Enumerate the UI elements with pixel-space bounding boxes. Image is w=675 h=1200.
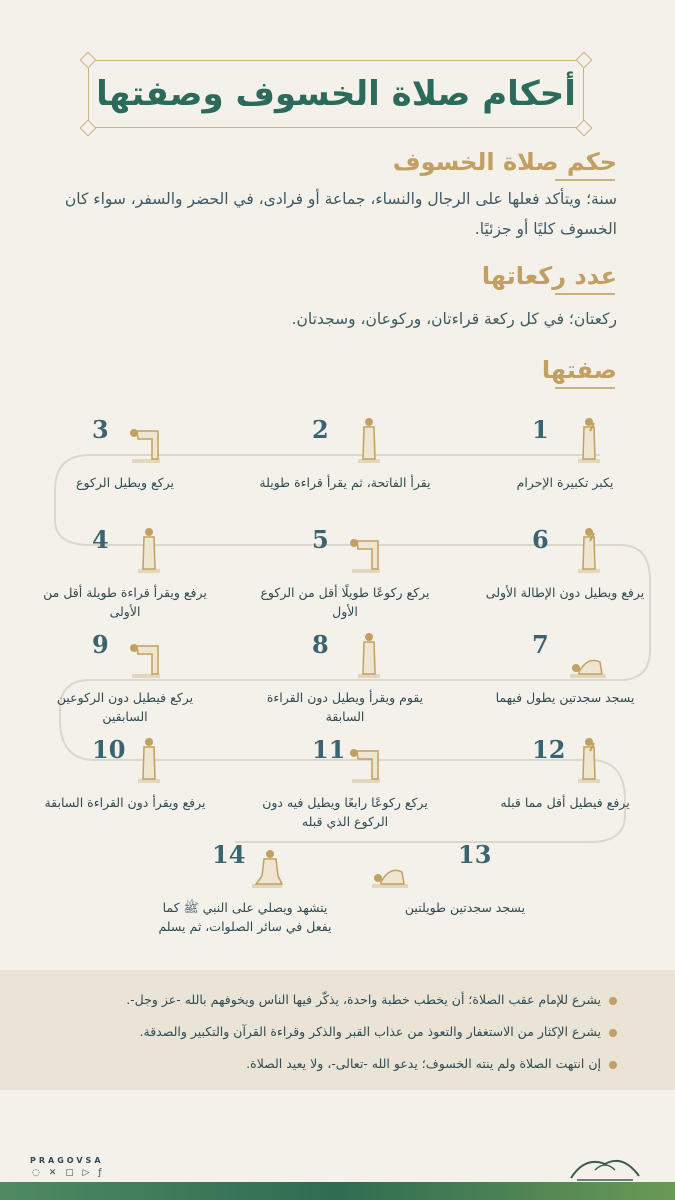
step-number: 14	[212, 840, 246, 869]
step-number: 8	[312, 630, 329, 659]
step-3	[30, 415, 220, 525]
x-icon[interactable]: ✕	[48, 1168, 60, 1178]
step-12	[470, 735, 660, 845]
bowing-icon	[128, 415, 168, 463]
note-item: يشرع الإكثار من الاستغفار والتعوذ من عذاب القبر والذكر وقراءة القرآن والتكبير والصدقة.	[17, 1024, 617, 1039]
rakaat-text: ركعتان؛ في كل ركعة قراءتان، وركوعان، وسجدتان.	[291, 310, 617, 328]
step-number: 12	[532, 735, 566, 764]
bowing-icon	[348, 525, 388, 573]
step-caption: يتشهد ويصلي على النبي ﷺ كما يفعل في سائر الصلوات، ثم يسلم	[158, 900, 332, 934]
facebook-icon[interactable]: ƒ	[98, 1168, 105, 1178]
step-13	[370, 840, 560, 950]
social-icons	[32, 1168, 105, 1178]
bowing-icon	[348, 735, 388, 783]
step-caption: يكبر تكبيرة الإحرام	[516, 475, 614, 490]
standing-hands-icon	[568, 735, 608, 783]
youtube-icon[interactable]: ▷	[82, 1168, 93, 1178]
step-caption: يقرأ الفاتحة، ثم يقرأ قراءة طويلة	[259, 475, 431, 490]
step-10	[30, 735, 220, 845]
standing-icon	[348, 630, 388, 678]
prostrating-icon	[370, 840, 410, 888]
note-item: إن انتهت الصلاة ولم ينته الخسوف؛ يدعو الله -تعالى-، ولا يعيد الصلاة.	[17, 1056, 617, 1071]
standing-icon	[348, 415, 388, 463]
bullet-icon	[609, 1029, 617, 1037]
step-number: 5	[312, 525, 329, 554]
bullet-icon	[609, 997, 617, 1005]
step-9	[30, 630, 220, 740]
standing-icon	[128, 735, 168, 783]
standing-icon	[128, 525, 168, 573]
page-title: أحكام صلاة الخسوف وصفتها	[96, 74, 576, 114]
step-number: 9	[92, 630, 109, 659]
step-7	[470, 630, 660, 740]
standing-hands-icon	[568, 415, 608, 463]
bowing-icon	[128, 630, 168, 678]
step-11	[250, 735, 440, 845]
step-caption: يركع ويطيل الركوع	[76, 475, 174, 490]
step-number: 4	[92, 525, 109, 554]
step-number: 1	[532, 415, 549, 444]
step-caption: يسجد سجدتين طويلتين	[404, 900, 526, 915]
step-6	[470, 525, 660, 635]
footer	[0, 1120, 675, 1200]
instagram-icon[interactable]: ▢	[65, 1168, 77, 1178]
standing-hands-icon	[568, 525, 608, 573]
sitting-icon	[248, 840, 288, 888]
step-number: 10	[92, 735, 126, 764]
notes-panel	[0, 970, 675, 1090]
presidency-logo-icon	[565, 1150, 645, 1186]
step-number: 3	[92, 415, 109, 444]
step-number: 2	[312, 415, 329, 444]
snapchat-icon[interactable]: ◌	[32, 1168, 43, 1178]
note-item: يشرع للإمام عقب الصلاة؛ أن يخطب خطبة واحدة، يذكّر فيها الناس ويخوفهم بالله -عز وجل-.	[17, 992, 617, 1007]
step-4	[30, 525, 220, 635]
description-heading-text: صفتها	[541, 356, 617, 384]
step-caption: يقوم ويقرأ ويطيل دون القراءة السابقة	[266, 690, 424, 724]
step-caption: يرفع ويقرأ قراءة طويلة أقل من الأولى	[43, 585, 207, 619]
step-caption: يرفع ويقرأ دون القراءة السابقة	[44, 795, 206, 810]
step-number: 6	[532, 525, 549, 554]
bullet-icon	[609, 1061, 617, 1069]
step-caption: يركع فيطيل دون الركوعين السابقين	[56, 690, 194, 724]
step-caption: يرفع فيطيل أقل مما قبله	[500, 795, 630, 810]
footer-band	[0, 1182, 675, 1200]
step-5	[250, 525, 440, 635]
brand-handle: PRAGOVSA	[30, 1156, 104, 1165]
ruling-heading-text: حكم صلاة الخسوف	[392, 148, 617, 176]
step-2	[250, 415, 440, 525]
step-1	[470, 415, 660, 525]
step-caption: يسجد سجدتين يطول فيهما	[495, 690, 635, 705]
step-number: 13	[458, 840, 492, 869]
rakaat-heading-text: عدد ركعاتها	[481, 262, 617, 290]
prostrating-icon	[568, 630, 608, 678]
step-number: 7	[532, 630, 549, 659]
ruling-text: سنة؛ ويتأكد فعلها على الرجال والنساء، جماعة أو فرادى، في الحضر والسفر، سواء كان الخسوف كليًا أو جزئيًا.	[64, 190, 617, 238]
step-caption: يرفع ويطيل دون الإطالة الأولى	[485, 585, 645, 600]
step-14	[150, 840, 340, 950]
step-8	[250, 630, 440, 740]
step-caption: يركع ركوعًا رابعًا ويطيل فيه دون الركوع الذي قبله	[262, 795, 428, 829]
step-caption: يركع ركوعًا طويلًا أقل من الركوع الأول	[260, 585, 430, 619]
step-number: 11	[312, 735, 346, 764]
